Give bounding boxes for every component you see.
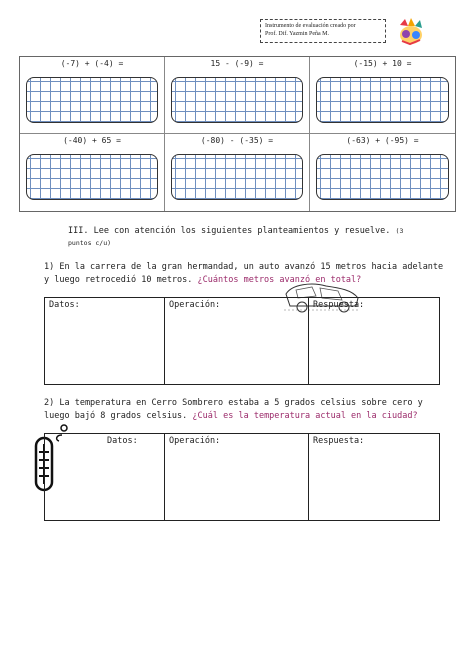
answer-grid[interactable] <box>316 77 449 123</box>
answer-grid[interactable] <box>26 77 158 123</box>
problem-2 <box>44 397 444 423</box>
problem-1-text: 1) En la carrera de la gran hermandad, un auto avanzó 15 metros hacia adelante y luego retrocedió 10 metros. <box>44 262 444 285</box>
operation-label: (-15) + 10 = <box>353 59 412 68</box>
operacion-header: Operación: <box>169 436 221 446</box>
section-title: III. Lee con atención los siguientes planteamientos y resuelve. <box>68 226 391 236</box>
answer-grid[interactable] <box>26 154 158 200</box>
answer-grid[interactable] <box>316 154 449 200</box>
datos-column[interactable] <box>45 434 165 520</box>
datos-column[interactable] <box>45 298 165 384</box>
answer-grid[interactable] <box>171 77 303 123</box>
respuesta-header: Respuesta: <box>313 436 365 446</box>
operation-label: (-40) + 65 = <box>63 136 121 145</box>
operation-cell <box>310 134 455 211</box>
respuesta-header: Respuesta: <box>313 300 365 310</box>
operation-label: (-80) - (-35) = <box>200 136 274 145</box>
problem-1-question: ¿Cuántos metros avanzó en total? <box>197 275 362 285</box>
operation-cell <box>20 57 165 134</box>
answer-table-1 <box>44 297 440 385</box>
operations-table <box>19 56 456 212</box>
operation-cell <box>165 57 310 134</box>
operation-cell <box>165 134 310 211</box>
respuesta-column[interactable] <box>309 434 439 520</box>
operacion-column[interactable] <box>165 434 309 520</box>
datos-header: Datos: <box>49 300 80 310</box>
problem-1 <box>44 261 444 287</box>
operation-label: 15 - (-9) = <box>210 59 264 68</box>
operation-label: (-63) + (-95) = <box>346 136 419 145</box>
operation-cell <box>20 134 165 211</box>
credit-line-2: Prof. Dif. Yazmin Peña M. <box>265 31 329 37</box>
credit-line-1: Instrumento de evaluación creado por <box>265 23 356 29</box>
section-instructions <box>68 225 408 249</box>
operation-label: (-7) + (-4) = <box>60 59 124 68</box>
operacion-column[interactable] <box>165 298 309 384</box>
respuesta-column[interactable] <box>309 298 439 384</box>
answer-table-2 <box>44 433 440 521</box>
problem-2-question: ¿Cuál es la temperatura actual en la ciudad? <box>192 411 418 421</box>
operacion-header: Operación: <box>169 300 221 310</box>
datos-header: Datos: <box>107 436 138 446</box>
answer-grid[interactable] <box>171 154 303 200</box>
section-points: (3 puntos c/u) <box>68 227 404 247</box>
credit-box <box>260 19 386 43</box>
colorful-hands-logo-icon <box>396 17 426 47</box>
problem-2-text: 2) La temperatura en Cerro Sombrero estaba a 5 grados celsius sobre cero y luego bajó 8 grados celsius. <box>44 398 423 421</box>
operation-cell <box>310 57 455 134</box>
